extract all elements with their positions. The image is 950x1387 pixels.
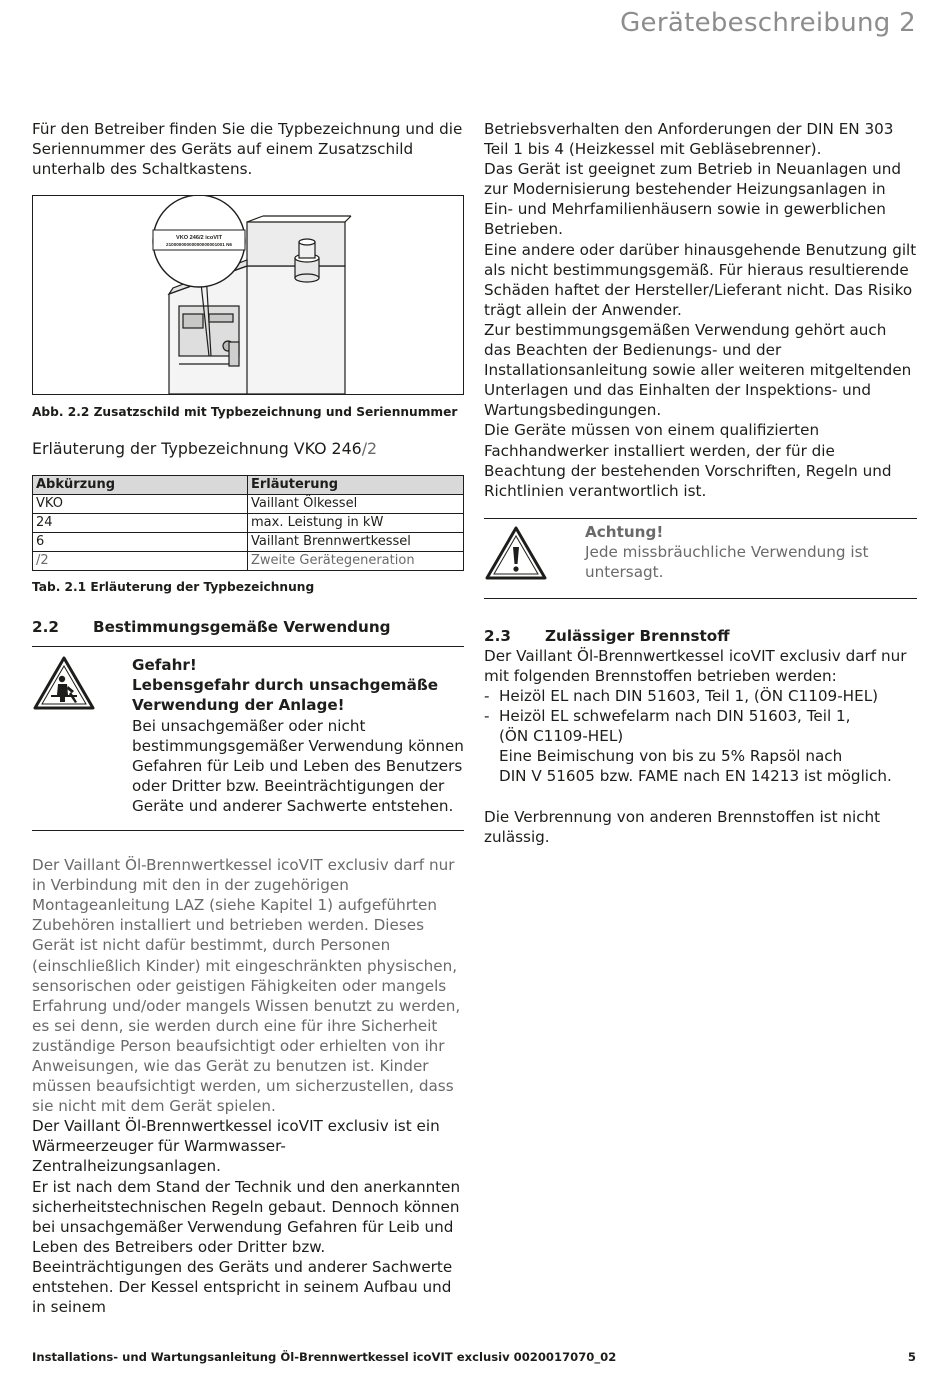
table-cell: 24 — [33, 514, 248, 533]
table-row — [33, 533, 464, 552]
usage-paragraph-2: Er ist nach dem Stand der Technik und den anerkannten sicherheitstechnischen Regeln gebaut. Dennoch können bei unsachgemäßer Verwendung Gefahren für Leib und Leben des Betreibers oder Dritter bzw. Beeinträchtigungen des Geräts und anderer Sachwerte entstehen. Der Kessel entspricht in seinem Aufbau und in seinem — [32, 1177, 461, 1317]
left-column — [32, 119, 464, 1317]
list-item — [484, 706, 917, 786]
section-title: Zulässiger Brennstoff — [545, 626, 730, 645]
footer-document-title: Installations- und Wartungsanleitung Öl-Brennwertkessel icoVIT exclusiv 0020017070_02 — [32, 1350, 617, 1364]
usage-paragraph-1: Der Vaillant Öl-Brennwertkessel icoVIT exclusiv ist ein Wärmeerzeuger für Warmwasser-Zentralheizungsanlagen. — [32, 1117, 440, 1176]
table-row — [33, 552, 464, 571]
caution-label: Achtung! — [585, 522, 664, 541]
danger-label: Gefahr! — [132, 656, 197, 675]
danger-headline-2: Verwendung der Anlage! — [132, 696, 345, 715]
right-paragraph-1: Betriebsverhalten den Anforderungen der DIN EN 303 Teil 1 bis 4 (Heizkessel mit Gebläsebrenner). — [484, 120, 894, 159]
right-paragraph-4: Zur bestimmungsgemäßen Verwendung gehört auch das Beachten der Bedienungs- und der Installationsanleitung sowie aller weiteren mitgeltenden Unterlagen und das Einhalten der Inspektions- und Wartungsbedingungen. — [484, 320, 912, 420]
section-number: 2.3 — [484, 626, 511, 645]
fuel-item-text: Heizöl EL nach DIN 51603, Teil 1, (ÖN C1109-HEL) — [499, 687, 879, 706]
type-plate-line2: 21000000000000000001001 N6 — [166, 242, 232, 248]
right-paragraph-2: Das Gerät ist geeignet zum Betrieb in Neuanlagen und zur Modernisierung bestehender Heizungsanlagen in Ein- und Mehrfamilienhäusern sowie in gewerblichen Betrieben. — [484, 160, 902, 239]
type-designation-table — [32, 475, 464, 571]
table-cell: max. Leistung in kW — [248, 514, 464, 533]
right-paragraph-3: Eine andere oder darüber hinausgehende Benutzung gilt als nicht bestimmungsgemäß. Für hieraus resultierende Schäden haftet der Hersteller/Lieferant nicht. Das Risiko trägt allein der Anwender. — [484, 240, 917, 319]
subtitle-main: Erläuterung der Typbezeichnung VKO 246 — [32, 439, 362, 459]
boiler-figure — [32, 195, 464, 395]
caution-text: Jede missbräuchliche Verwendung ist untersagt. — [585, 542, 869, 581]
boiler-illustration — [33, 196, 463, 394]
fuel-closing: Die Verbrennung von anderen Brennstoffen ist nicht zulässig. — [484, 807, 881, 846]
fuel-item-text: - Heizöl EL schwefelarm nach DIN 51603, Teil 1, — [499, 707, 851, 726]
right-paragraph-5: Die Geräte müssen von einem qualifizierten Fachhandwerker installiert werden, der für die Beachtung der bestehenden Vorschriften, Regeln und Richtlinien verantwortlich ist. — [484, 421, 892, 500]
section-2-3-heading — [484, 626, 917, 646]
table-cell: 6 — [33, 533, 248, 552]
type-designation-subtitle — [32, 438, 464, 460]
table-cell: Vaillant Ölkessel — [248, 495, 464, 514]
section-2-2-heading — [32, 617, 464, 637]
fuel-item-text: Eine Beimischung von bis zu 5% Rapsöl nach — [499, 747, 843, 766]
fuel-item-text: (ÖN C1109-HEL) — [499, 727, 624, 746]
section-title: Bestimmungsgemäße Verwendung — [93, 618, 391, 637]
danger-notice — [32, 646, 464, 831]
section-number: 2.2 — [32, 618, 59, 637]
table-row — [33, 514, 464, 533]
intro-paragraph: Für den Betreiber finden Sie die Typbezeichnung und die Seriennummer des Geräts auf einem Zusatzschild unterhalb des Schaltkastens. — [32, 120, 463, 179]
table-header-abbreviation: Abkürzung — [33, 476, 248, 495]
table-header-explanation: Erläuterung — [248, 476, 464, 495]
subtitle-suffix: /2 — [361, 439, 378, 459]
figure-caption: Abb. 2.2 Zusatzschild mit Typbezeichnung und Seriennummer — [32, 405, 458, 420]
fuel-intro: Der Vaillant Öl-Brennwertkessel icoVIT exclusiv darf nur mit folgenden Brennstoffen betrieben werden: — [484, 646, 907, 685]
table-header-row — [33, 476, 464, 495]
caution-notice — [484, 518, 917, 599]
danger-headline-1: Lebensgefahr durch unsachgemäße — [132, 676, 439, 695]
danger-warning-icon — [32, 655, 132, 816]
table-cell: Zweite Gerätegeneration — [248, 552, 464, 571]
table-caption: Tab. 2.1 Erläuterung der Typbezeichnung — [32, 580, 315, 595]
table-cell: VKO — [33, 495, 248, 514]
usage-paragraph-gray: Der Vaillant Öl-Brennwertkessel icoVIT exclusiv darf nur in Verbindung mit den in der zugehörigen Montageanleitung LAZ (siehe Kapitel 1) aufgeführten Zubehören installiert und betrieben werden. Dieses Gerät ist nicht dafür bestimmt, durch Personen (einschließlich Kinder) mit eingeschränkten physischen, sensorischen oder geistigen Fähigkeiten oder mangels Erfahrung und/oder mangels Wissen benutzt zu werden, es sei denn, sie werden durch eine für ihre Sicherheit zuständige Person beaufsichtigt oder erhielten von ihr Anweisungen, wie das Gerät zu benutzen ist. Kinder müssen beaufsichtigt werden, um sicherzustellen, dass sie nicht mit dem Gerät spielen. — [32, 856, 461, 1116]
danger-text-block — [132, 655, 464, 816]
caution-text-block — [585, 522, 917, 586]
right-column — [484, 119, 917, 847]
list-item — [484, 686, 917, 706]
table-cell: Vaillant Brennwertkessel — [248, 533, 464, 552]
page-header-title: Gerätebeschreibung 2 — [620, 8, 916, 38]
danger-text: Bei unsachgemäßer oder nicht bestimmungsgemäßer Verwendung können Gefahren für Leib und Leben des Benutzers oder Dritter bzw. Beeinträchtigungen der Geräte und anderer Sachwerte entstehen. — [132, 716, 464, 815]
fuel-list — [484, 686, 917, 786]
table-cell: /2 — [33, 552, 248, 571]
footer-page-number: 5 — [907, 1350, 916, 1364]
type-plate-line1: VKO 246/2 icoVIT — [175, 235, 223, 242]
caution-warning-icon — [484, 522, 585, 586]
fuel-item-text: DIN V 51605 bzw. FAME nach EN 14213 ist möglich. — [499, 767, 892, 786]
table-row — [33, 495, 464, 514]
